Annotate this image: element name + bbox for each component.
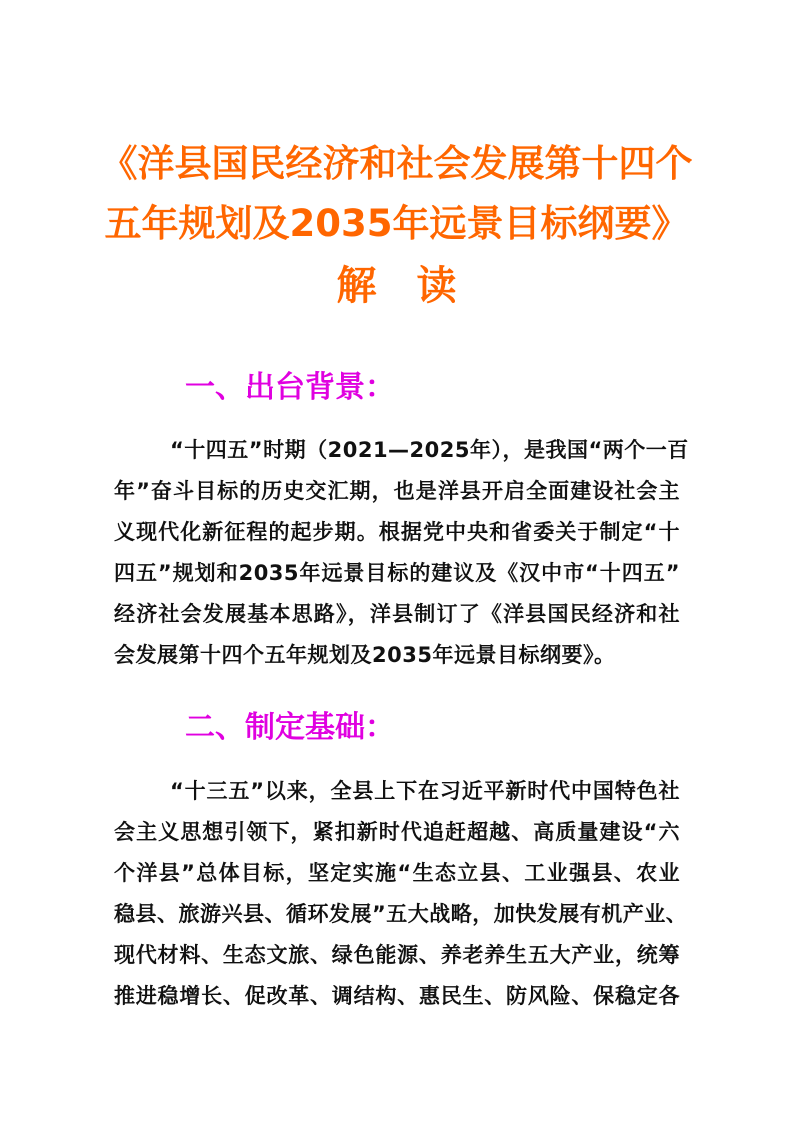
- paragraph-line: 经济社会发展基本思路》，洋县制订了《洋县国民经济和社: [114, 602, 680, 626]
- paragraph-line: “十三五”以来，全县上下在习近平新时代中国特色社: [170, 779, 680, 803]
- paragraph-line: 个洋县”总体目标，坚定实施“生态立县、工业强县、农业: [114, 861, 680, 885]
- document-title-line-2: 五年规划及2035年远景目标纲要》: [104, 202, 689, 245]
- paragraph-line: 会主义思想引领下，紧扣新时代追赶超越、高质量建设“六: [114, 820, 680, 844]
- document-title-line-3: 解 读: [336, 263, 457, 309]
- section-heading-basis: 二、制定基础：: [185, 710, 395, 745]
- paragraph-line: 年”奋斗目标的历史交汇期，也是洋县开启全面建设社会主: [114, 479, 680, 503]
- paragraph-line: 现代材料、生态文旅、绿色能源、养老养生五大产业，统筹: [114, 943, 680, 967]
- paragraph-line: 推进稳增长、促改革、调结构、惠民生、防风险、保稳定各: [114, 984, 680, 1008]
- section-heading-background: 一、出台背景：: [185, 370, 395, 405]
- paragraph-line: 四五”规划和2035年远景目标的建议及《汉中市“十四五”: [114, 561, 680, 585]
- paragraph-line: “十四五”时期（2021—2025年），是我国“两个一百: [170, 438, 689, 462]
- paragraph-line: 会发展第十四个五年规划及2035年远景目标纲要》。: [114, 643, 616, 667]
- paragraph-line: 义现代化新征程的起步期。根据党中央和省委关于制定“十: [114, 520, 680, 544]
- paragraph-line: 稳县、旅游兴县、循环发展”五大战略，加快发展有机产业、: [114, 902, 688, 926]
- document-title-line-1: 《洋县国民经济和社会发展第十四个: [100, 142, 693, 185]
